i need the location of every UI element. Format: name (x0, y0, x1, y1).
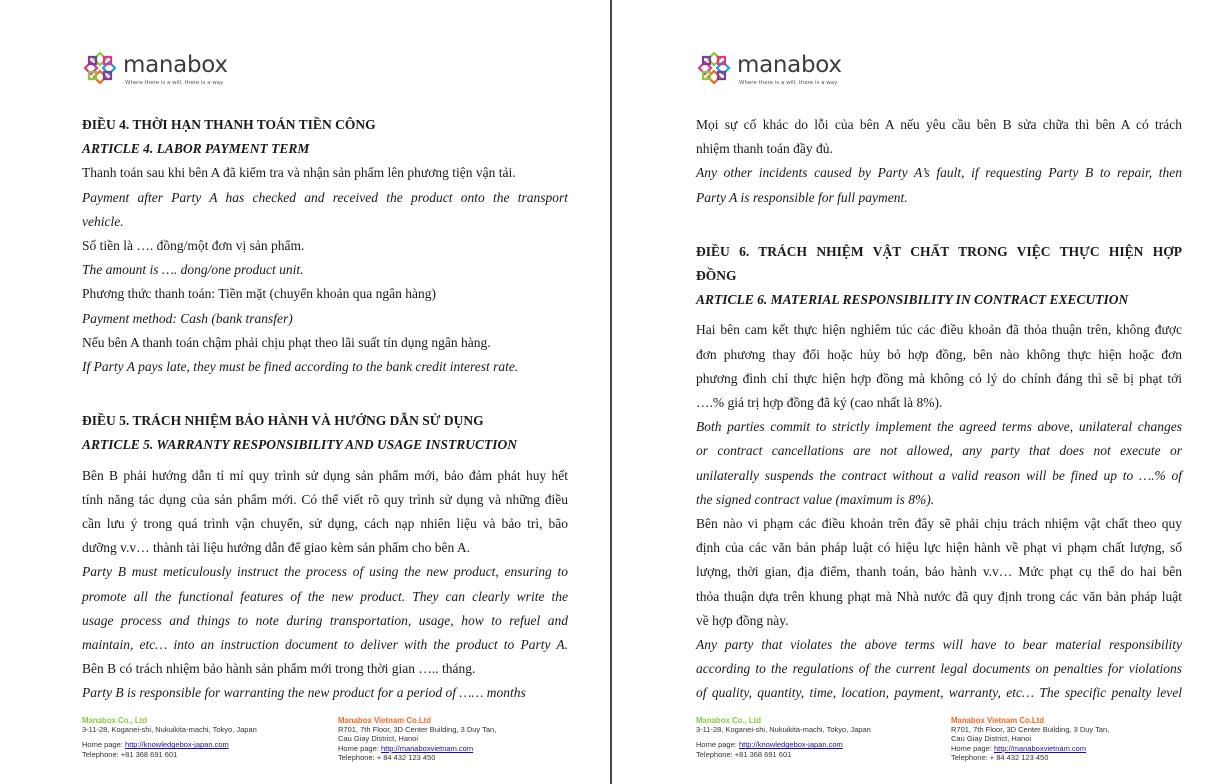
footer-company-name: Manabox Vietnam Co.Ltd (338, 716, 431, 725)
paragraph-line: Bên B phải hướng dẫn tỉ mỉ quy trình sử dụng sản phẩm mới, bảo đảm phát huy hết (82, 467, 568, 483)
footer-homepage-link[interactable]: http://manaboxvietnam.com (993, 743, 1087, 753)
footer-vietnam-office (951, 716, 1109, 762)
paragraph-line: Party B is responsible for warranting the new product for a period of …… months (82, 685, 526, 701)
footer-address: 3-11-28, Koganei-shi, Nukuikita-machi, Tokyo, Japan (82, 725, 257, 735)
paragraph-line: the signed contract value (maximum is 8%). (696, 491, 935, 507)
footer-address: 3-11-28, Koganei-shi, Nukuikita-machi, Tokyo, Japan (696, 725, 871, 735)
paragraph-line: unilaterally suspends the contract without a valid reason will be fined up to ….% of (696, 467, 1182, 483)
paragraph-line: Hai bên cam kết thực hiện nghiêm túc các điều khoản đã thỏa thuận trên, không được (696, 322, 1182, 338)
footer-address: Cau Giay District, Hanoi (951, 734, 1032, 744)
footer-homepage-link[interactable]: http://knowledgebox-japan.com (124, 740, 229, 750)
paragraph-line: If Party A pays late, they must be fined according to the bank credit interest rate. (82, 359, 519, 375)
paragraph-line: according to the regulations of the current legal documents on penalties for violations (696, 661, 1182, 677)
footer-homepage-link[interactable]: http://manaboxvietnam.com (380, 743, 474, 753)
footer-homepage (338, 744, 496, 753)
document-page-left (0, 0, 610, 784)
paragraph-line: Thanh toán sau khi bên A đã kiểm tra và nhận sản phẩm lên phương tiện vận tải. (82, 165, 516, 181)
footer-vietnam-office (338, 716, 496, 762)
footer-telephone: Telephone: +81 368 691 601 (82, 749, 178, 759)
paragraph-line: promote all the functional features of the new product. They can clearly write the (82, 588, 568, 604)
paragraph-line: về hợp đồng này. (696, 612, 789, 628)
paragraph-line: Nếu bên A thanh toán chậm phải chịu phạt theo lãi suất tín dụng ngân hàng. (82, 334, 491, 350)
paragraph-line: cần lưu ý trong quá trình vận chuyển, sử dụng, cách nạp nhiên liệu và bảo trì, bão (82, 516, 568, 532)
footer-telephone: Telephone: + 84 432 123 450 (951, 752, 1049, 762)
article-5-heading-en: ARTICLE 5. WARRANTY RESPONSIBILITY AND USAGE INSTRUCTION (82, 437, 517, 453)
footer-homepage (696, 740, 871, 749)
paragraph-line: vehicle. (82, 213, 124, 229)
paragraph-line: maintain, etc… into an instruction document to deliver with the product to Party A. (82, 637, 568, 653)
page-body-left (82, 113, 568, 706)
paragraph-line: Bên B có trách nhiệm bảo hành sản phẩm mới trong thời gian ….. tháng. (82, 661, 476, 677)
paragraph-line: Both parties commit to strictly implement the agreed terms above, unilateral changes (696, 419, 1182, 435)
paragraph-line: Any party that violates the above terms will have to bear material responsibility (696, 637, 1182, 653)
paragraph-line: Any other incidents caused by Party A’s fault, if requesting Party B to repair, then (696, 165, 1182, 181)
footer-homepage-label: Home page: (696, 740, 739, 750)
paragraph-line: tính năng tác dụng của sản phẩm mới. Có thể viết rõ quy trình sử dụng và những điều (82, 491, 568, 507)
footer-homepage (951, 744, 1109, 753)
manabox-flower-logo-icon (82, 50, 118, 86)
logo-tagline: Where there is a will, there is a way (739, 80, 838, 86)
manabox-logo (82, 50, 252, 90)
footer-telephone: Telephone: +81 368 691 601 (696, 749, 792, 759)
paragraph-line: ….% giá trị hợp đồng đã ký (cao nhất là 8%). (696, 395, 943, 411)
article-6-heading-vn: ĐIỀU 6. TRÁCH NHIỆM VẬT CHẤT TRONG VIỆC THỰC HIỆN HỢP (696, 243, 1182, 259)
footer-company-name: Manabox Co., Ltd (696, 716, 761, 725)
article-4-heading-en: ARTICLE 4. LABOR PAYMENT TERM (82, 141, 310, 157)
paragraph-line: Payment method: Cash (bank transfer) (82, 310, 293, 326)
paragraph-line: định của các văn bản pháp luật có hiệu lực hiện hành về phạt vi phạm chất lượng, số (696, 540, 1182, 556)
page-body-right (696, 113, 1182, 706)
footer-telephone: Telephone: + 84 432 123 450 (338, 752, 436, 762)
paragraph-line: phương đình chỉ thực hiện hợp đồng mà không có lý do chính đáng thì sẽ bị phạt tới (696, 370, 1182, 386)
paragraph-line: thỏa thuận dựa trên khung phạt mà Nhà nước đã quy định trong các văn bản pháp luật (696, 588, 1182, 604)
paragraph-line: The amount is …. dong/one product unit. (82, 262, 304, 278)
logo-wordmark: manabox (123, 52, 228, 78)
footer-homepage-label: Home page: (951, 743, 994, 753)
paragraph-line: Party B must meticulously instruct the process of using the new product, ensuring to (82, 564, 568, 580)
article-6-heading-en: ARTICLE 6. MATERIAL RESPONSIBILITY IN CONTRACT EXECUTION (696, 292, 1129, 308)
paragraph-line: or contract cancellations are not allowed, any party that does not execute or (696, 443, 1182, 459)
paragraph-line: Mọi sự cố khác do lỗi của bên A nếu yêu cầu bên B sửa chữa thì bên A có trách (696, 117, 1182, 132)
paragraph-line: Party A is responsible for full payment. (696, 189, 908, 205)
footer-japan-office (696, 716, 871, 759)
footer-address: R701, 7th Floor, 3D Center Building, 3 Duy Tan, (338, 725, 497, 735)
paragraph-line: đơn phương thay đổi hoặc hủy bỏ hợp đồng, bên nào không thực hiện hoặc đơn (696, 346, 1182, 362)
paragraph-line: Payment after Party A has checked and received the product onto the transport (82, 189, 568, 205)
manabox-flower-logo-icon (696, 50, 732, 86)
paragraph-line: of quality, quantity, time, location, payment, warranty, etc… The specific penalty level (696, 685, 1182, 701)
article-4-heading-vn: ĐIỀU 4. THỜI HẠN THANH TOÁN TIỀN CÔNG (82, 117, 376, 132)
footer-homepage-label: Home page: (82, 740, 125, 750)
paragraph-line: Bên nào vi phạm các điều khoản trên đây sẽ phải chịu trách nhiệm vật chất theo quy (696, 516, 1182, 532)
logo-tagline: Where there is a will, there is a way (125, 80, 224, 86)
article-5-heading-vn: ĐIỀU 5. TRÁCH NHIỆM BẢO HÀNH VÀ HƯỚNG DẪN SỬ DỤNG (82, 413, 484, 429)
paragraph-line: lượng, thời gian, địa điểm, thanh toán, bảo hành v.v… Mức phạt cụ thể do hai bên (696, 564, 1182, 580)
footer-homepage (82, 740, 257, 749)
manabox-logo (696, 50, 866, 90)
footer-company-name: Manabox Co., Ltd (82, 716, 147, 725)
footer-company-name: Manabox Vietnam Co.Ltd (951, 716, 1044, 725)
footer-address: R701, 7th Floor, 3D Center Building, 3 Duy Tan, (951, 725, 1110, 735)
paragraph-line: usage process and things to note during transportation, usage, how to refuel and (82, 612, 568, 628)
paragraph-line: Phương thức thanh toán: Tiền mặt (chuyển khoản qua ngân hàng) (82, 286, 436, 302)
footer-japan-office (82, 716, 257, 759)
footer-homepage-link[interactable]: http://knowledgebox-japan.com (738, 740, 843, 750)
footer-homepage-label: Home page: (338, 743, 381, 753)
footer-address: Cau Giay District, Hanoi (338, 734, 419, 744)
document-page-right (612, 0, 1221, 784)
paragraph-line: dưỡng v.v… thành tài liệu hướng dẫn để giao kèm sản phẩm cho bên A. (82, 540, 470, 556)
paragraph-line: nhiệm thanh toán đầy đủ. (696, 141, 833, 157)
article-6-heading-vn-cont: ĐỒNG (696, 268, 737, 284)
paragraph-line: Số tiền là …. đồng/một đơn vị sản phẩm. (82, 238, 305, 254)
logo-wordmark: manabox (737, 52, 842, 78)
